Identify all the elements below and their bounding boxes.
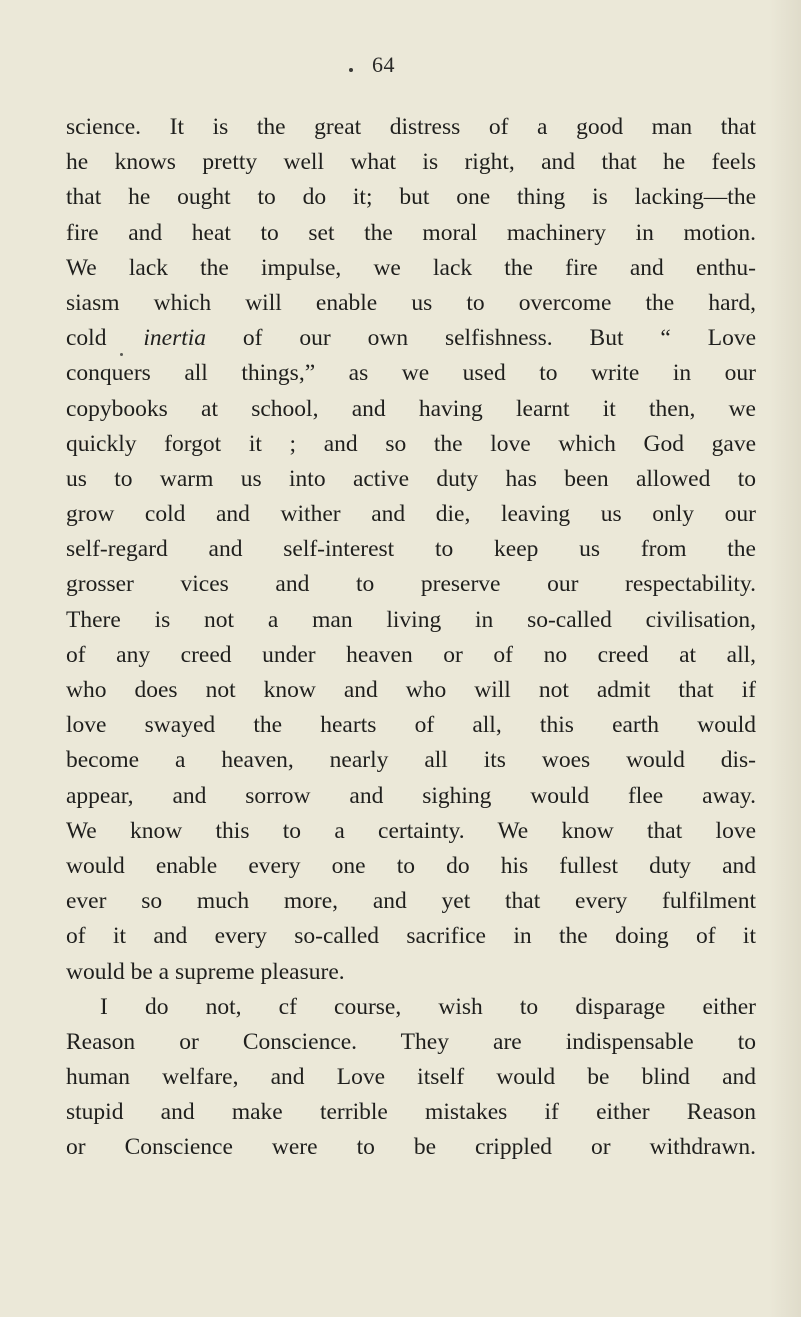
text-line: I do not, cf course, wish to disparage either <box>100 993 756 1020</box>
text-line: love swayed the hearts of all, this earth would <box>66 712 756 739</box>
text-segment: of our own selfishness. But “ Love <box>206 325 756 352</box>
text-segment: cold <box>66 325 144 352</box>
text-line: science. It is the great distress of a good man that <box>66 114 756 140</box>
text-line: would be a supreme pleasure. <box>66 958 345 985</box>
text-line: conquers all things,” as we used to write in our <box>66 360 756 387</box>
text-line: fire and heat to set the moral machinery in motion. <box>66 219 756 246</box>
text-line-with-italic <box>66 321 756 356</box>
text-line: siasm which will enable us to overcome the hard, <box>66 289 756 316</box>
text-line: Reason or Conscience. They are indispensable to <box>66 1028 756 1055</box>
text-line: appear, and sorrow and sighing would flee away. <box>66 782 756 809</box>
text-line: human welfare, and Love itself would be blind and <box>66 1064 756 1091</box>
italic-word: inertia <box>143 325 207 352</box>
text-line: We lack the impulse, we lack the fire and enthu- <box>66 254 756 281</box>
body-text <box>66 110 756 1166</box>
text-line: of any creed under heaven or of no creed at all, <box>66 641 756 668</box>
text-line: become a heaven, nearly all its woes would dis- <box>66 747 756 774</box>
text-line: of it and every so-called sacrifice in the doing of it <box>66 923 756 950</box>
text-line: would enable every one to do his fullest duty and <box>66 852 756 879</box>
text-line: ever so much more, and yet that every fulfilment <box>66 888 756 915</box>
page-number: 64 <box>372 52 395 77</box>
text-line: copybooks at school, and having learnt it then, we <box>66 395 756 422</box>
text-line: or Conscience were to be crippled or withdrawn. <box>66 1134 756 1161</box>
text-line: who does not know and who will not admit that if <box>66 677 756 703</box>
text-line: he knows pretty well what is right, and that he feels <box>66 149 756 176</box>
text-line: self-regard and self-interest to keep us from the <box>66 536 756 563</box>
text-line: quickly forgot it ; and so the love which God gave <box>66 430 756 457</box>
text-line: We know this to a certainty. We know that love <box>66 817 756 844</box>
text-line: grosser vices and to preserve our respectability. <box>66 571 756 598</box>
text-line: There is not a man living in so-called civilisation, <box>66 606 756 633</box>
text-line: us to warm us into active duty has been allowed to <box>66 465 756 492</box>
text-line: stupid and make terrible mistakes if either Reason <box>66 1099 756 1126</box>
text-line: grow cold and wither and die, leaving us only our <box>66 501 756 528</box>
text-line: that he ought to do it; but one thing is lacking—the <box>66 184 756 211</box>
ink-speck <box>349 68 353 72</box>
